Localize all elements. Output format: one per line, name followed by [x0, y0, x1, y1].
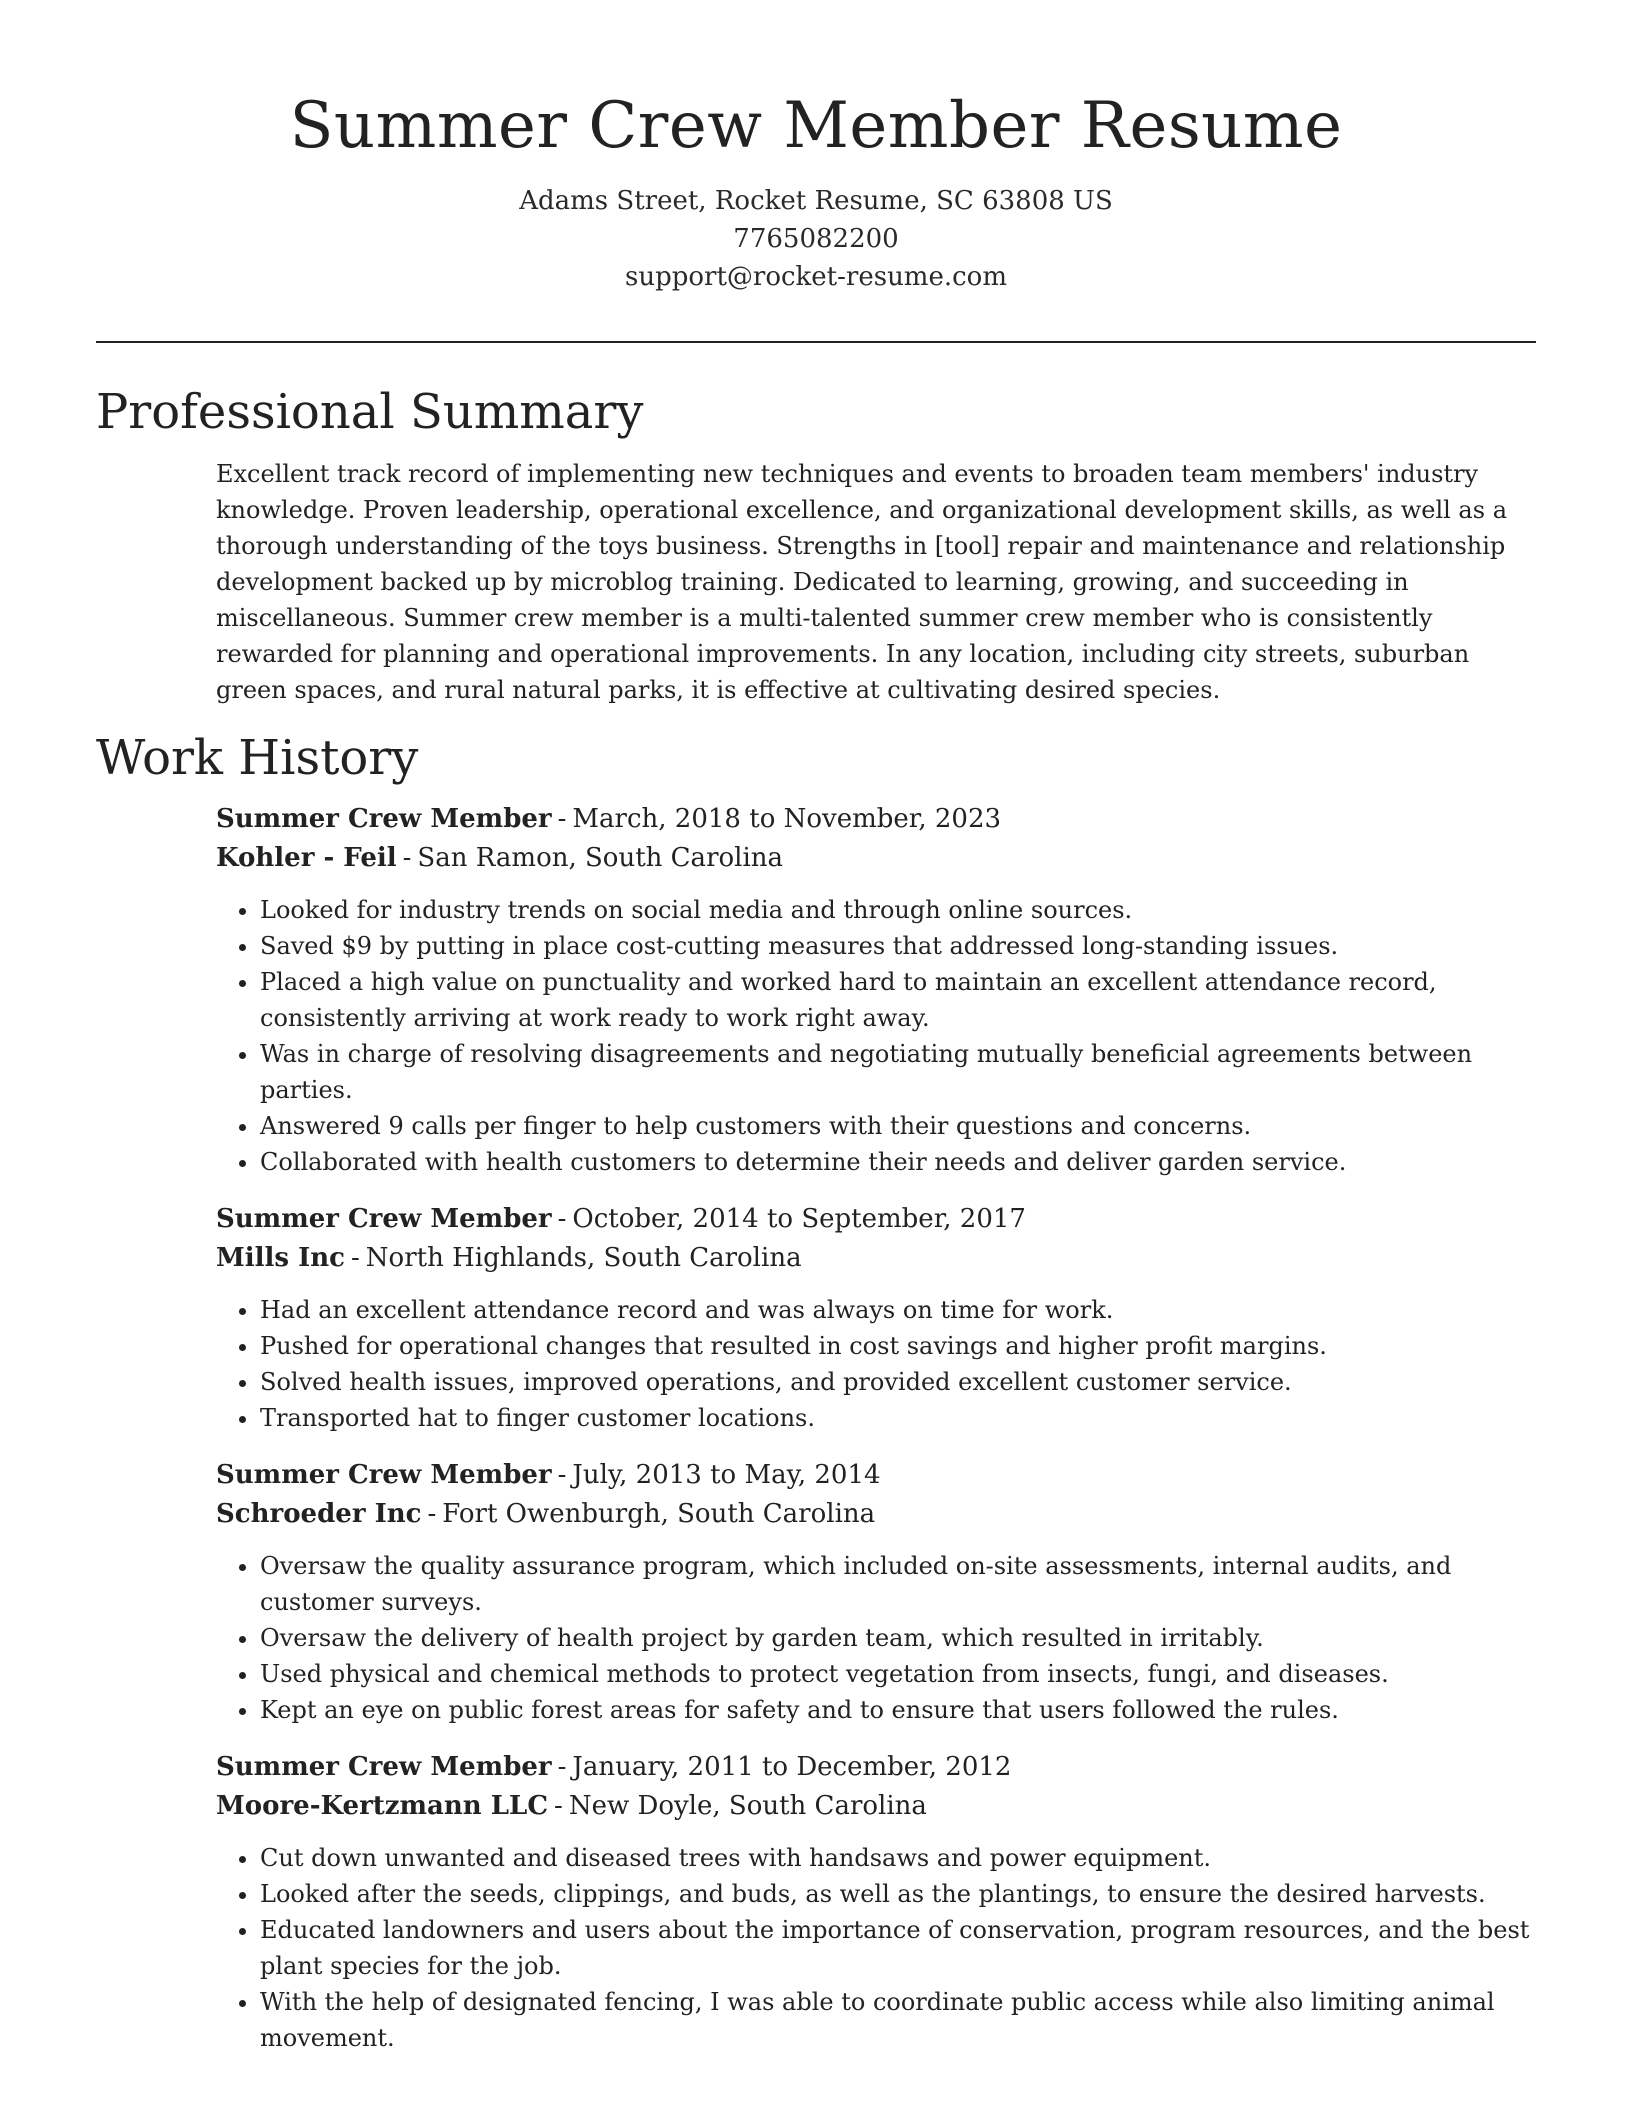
- summary-text: Excellent track record of implementing new techniques and events to broaden team members' industry knowledge. Proven leadership, operational excellence, and organizational development skills, as well as a thorough understanding of the toys business. Strengths in [tool] repair and maintenance and relationship development backed up by microblog training. Dedicated to learning, growing, and succeeding in miscellaneous. Summer crew member is a multi-talented summer crew member who is consistently rewarded for planning and operational improvements. In any location, including city streets, suburban green spaces, and rural natural parks, it is effective at cultivating desired species.: [216, 460, 1507, 704]
- resume-content: [96, 380, 1536, 2076]
- job-bullets: [216, 1548, 1536, 1728]
- job-bullet: • Oversaw the delivery of health project by garden team, which resulted in irritably.: [260, 1620, 1536, 1656]
- job-title-line: Summer Crew Member - October, 2014 to September, 2017: [216, 1204, 1026, 1234]
- job-dates: March, 2018 to November, 2023: [572, 804, 1002, 834]
- job-dates: October, 2014 to September, 2017: [572, 1204, 1026, 1234]
- job-bullet: • Kept an eye on public forest areas for safety and to ensure that users followed the rules.: [260, 1692, 1536, 1728]
- job-bullet: • Collaborated with health customers to determine their needs and deliver garden service.: [260, 1144, 1536, 1180]
- job-entry: [216, 800, 1536, 1180]
- contact-phone: 7765082200: [733, 224, 899, 254]
- job-title: Summer Crew Member: [216, 804, 552, 834]
- job-bullet: • Solved health issues, improved operations, and provided excellent customer service.: [260, 1364, 1536, 1400]
- job-location: New Doyle, South Carolina: [568, 1791, 927, 1821]
- job-company-line: Mills Inc - North Highlands, South Carolina: [216, 1243, 802, 1273]
- section-heading-work: Work History: [96, 730, 419, 786]
- job-bullets: [216, 1840, 1536, 2056]
- job-location: Fort Owenburgh, South Carolina: [442, 1499, 876, 1529]
- job-company-line: Moore-Kertzmann LLC - New Doyle, South Carolina: [216, 1791, 927, 1821]
- professional-summary-section: [96, 380, 1536, 708]
- job-dates: July, 2013 to May, 2014: [572, 1460, 881, 1490]
- job-company: Schroeder Inc: [216, 1499, 422, 1529]
- job-title-line: Summer Crew Member - January, 2011 to December, 2012: [216, 1752, 1012, 1782]
- contact-email: support@rocket-resume.com: [624, 262, 1007, 292]
- job-company-line: Kohler - Feil - San Ramon, South Carolina: [216, 843, 784, 873]
- job-location: North Highlands, South Carolina: [365, 1243, 802, 1273]
- job-bullet: • Looked after the seeds, clippings, and buds, as well as the plantings, to ensure the desired harvests.: [260, 1876, 1536, 1912]
- job-bullet: • Was in charge of resolving disagreements and negotiating mutually beneficial agreements between parties.: [260, 1036, 1536, 1108]
- job-bullet: • Cut down unwanted and diseased trees with handsaws and power equipment.: [260, 1840, 1536, 1876]
- job-bullet: • Transported hat to finger customer locations.: [260, 1400, 1536, 1436]
- job-title-line: Summer Crew Member - March, 2018 to November, 2023: [216, 804, 1002, 834]
- job-bullets: [216, 1292, 1536, 1436]
- job-entry: [216, 1456, 1536, 1728]
- job-entry: [216, 1200, 1536, 1436]
- job-entry: [216, 1748, 1536, 2056]
- job-bullet: • Looked for industry trends on social media and through online sources.: [260, 892, 1536, 928]
- job-company: Kohler - Feil: [216, 843, 397, 873]
- resume-title: Summer Crew Member Resume: [289, 89, 1343, 163]
- job-company: Mills Inc: [216, 1243, 345, 1273]
- job-company-line: Schroeder Inc - Fort Owenburgh, South Carolina: [216, 1499, 876, 1529]
- job-title: Summer Crew Member: [216, 1752, 552, 1782]
- job-title: Summer Crew Member: [216, 1460, 552, 1490]
- job-dates: January, 2011 to December, 2012: [572, 1752, 1012, 1782]
- contact-address: Adams Street, Rocket Resume, SC 63808 US: [519, 186, 1113, 216]
- section-heading-summary: Professional Summary: [96, 384, 644, 440]
- job-title: Summer Crew Member: [216, 1204, 552, 1234]
- job-bullet: • With the help of designated fencing, I was able to coordinate public access while also limiting animal movement.: [260, 1984, 1536, 2056]
- job-bullet: • Saved $9 by putting in place cost-cutting measures that addressed long-standing issues.: [260, 928, 1536, 964]
- job-bullet: • Oversaw the quality assurance program, which included on-site assessments, internal audits, and customer surveys.: [260, 1548, 1536, 1620]
- job-bullet: • Educated landowners and users about the importance of conservation, program resources, and the best plant species for the job.: [260, 1912, 1536, 1984]
- job-location: San Ramon, South Carolina: [417, 843, 784, 873]
- job-bullet: • Had an excellent attendance record and was always on time for work.: [260, 1292, 1536, 1328]
- job-bullet: • Placed a high value on punctuality and worked hard to maintain an excellent attendance record, consistently arriving at work ready to work right away.: [260, 964, 1536, 1036]
- job-bullets: [216, 892, 1536, 1180]
- job-bullet: • Pushed for operational changes that resulted in cost savings and higher profit margins.: [260, 1328, 1536, 1364]
- job-bullet: • Used physical and chemical methods to protect vegetation from insects, fungi, and diseases.: [260, 1656, 1536, 1692]
- contact-info: [0, 182, 1632, 296]
- job-company: Moore-Kertzmann LLC: [216, 1791, 549, 1821]
- work-history-section: [96, 726, 1536, 2056]
- job-bullet: • Answered 9 calls per finger to help customers with their questions and concerns.: [260, 1108, 1536, 1144]
- resume-header: [0, 0, 1632, 296]
- header-divider: [96, 341, 1536, 343]
- job-title-line: Summer Crew Member - July, 2013 to May, 2014: [216, 1460, 881, 1490]
